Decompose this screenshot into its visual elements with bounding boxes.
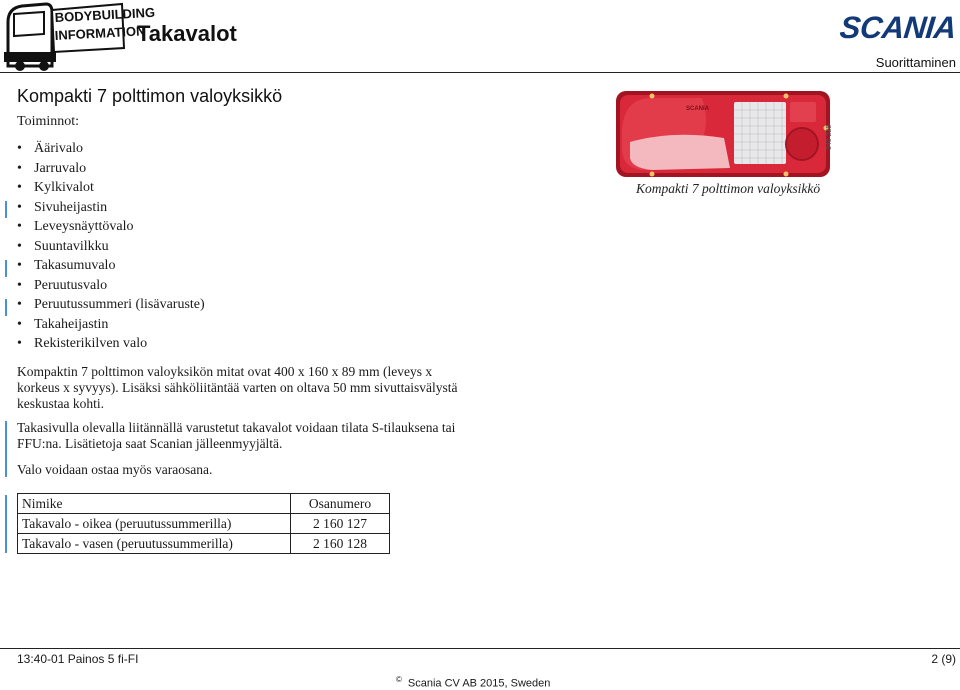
copyright [396, 675, 550, 690]
change-bar [5, 299, 7, 316]
round-reflector [786, 128, 818, 160]
list-item: • Suuntavilkku [17, 237, 205, 257]
table-header-row [18, 494, 390, 514]
table-row [18, 514, 390, 534]
page-title: Takavalot [137, 21, 237, 46]
bodybuilding-information-logo [2, 0, 156, 72]
lamp-brand-text: SCANIA [686, 106, 710, 112]
list-item: • Takaheijastin [17, 315, 205, 335]
figure-code: 340 225 [826, 124, 833, 150]
change-bar [5, 260, 7, 277]
rear-lamp-illustration [612, 88, 838, 180]
list-item: • Takasumuvalo [17, 256, 205, 276]
list-item: • Kylkivalot [17, 178, 205, 198]
change-bar [5, 421, 7, 477]
list-item: • Peruutusvalo [17, 276, 205, 296]
table-cell-part-number: 2 160 128 [291, 534, 390, 554]
list-item: • Peruutussummeri (lisävaruste) [17, 295, 205, 315]
copyright-text: Scania CV AB 2015, Sweden [407, 677, 551, 690]
list-item: • Rekisterikilven valo [17, 334, 205, 354]
logo-line-2: INFORMATION [54, 23, 146, 43]
change-bar [5, 201, 7, 218]
list-item: • Äärivalo [17, 139, 205, 159]
function-list [17, 139, 205, 354]
screw-icon [650, 94, 655, 99]
section-name: Suorittaminen [875, 55, 956, 70]
list-item: • Sivuheijastin [17, 198, 205, 218]
scania-logo: SCANIA [838, 10, 958, 45]
table-cell-part-number: 2 160 127 [291, 514, 390, 534]
copyright-symbol: © [396, 675, 402, 684]
screw-icon [650, 172, 655, 177]
spare-part-paragraph: Valo voidaan ostaa myös varaosana. [17, 462, 213, 477]
page-number: 2 (9) [931, 652, 956, 666]
screw-icon [784, 172, 789, 177]
header-divider [0, 72, 960, 73]
figure-caption: Kompakti 7 polttimon valoyksikkö [636, 181, 821, 196]
order-info-paragraph: Takasivulla olevalla liitännällä varustetut takavalot voidaan tilata S-tilauksena tai FFU:na. Lisätietoja saat Scanian jälleenmyyjältä. [17, 420, 456, 451]
screw-icon [784, 94, 789, 99]
table-cell-name: Takavalo - oikea (peruutussummerilla) [18, 514, 291, 534]
footer-divider [0, 648, 960, 649]
change-bar [5, 495, 7, 553]
column-header-part-number: Osanumero [291, 494, 390, 514]
column-header-name: Nimike [18, 494, 291, 514]
table-cell-name: Takavalo - vasen (peruutussummerilla) [18, 534, 291, 554]
reverse-light-segment [630, 135, 730, 170]
dimensions-paragraph: Kompaktin 7 polttimon valoyksikön mitat ovat 400 x 160 x 89 mm (leveys x korkeus x syvyys). Lisäksi sähköliitäntää varten on oltava 50 mm sivuttaisvälystä keskustaa kohti. [17, 364, 458, 411]
list-item: • Leveysnäyttövalo [17, 217, 205, 237]
functions-label: Toiminnot: [17, 114, 80, 129]
document-reference: 13:40-01 Painos 5 fi-FI [17, 652, 139, 666]
section-heading: Kompakti 7 polttimon valoyksikkö [17, 86, 283, 106]
list-item: • Jarruvalo [17, 159, 205, 179]
logo-line-1: BODYBUILDING [54, 4, 156, 25]
parts-table [17, 493, 390, 554]
table-row [18, 534, 390, 554]
